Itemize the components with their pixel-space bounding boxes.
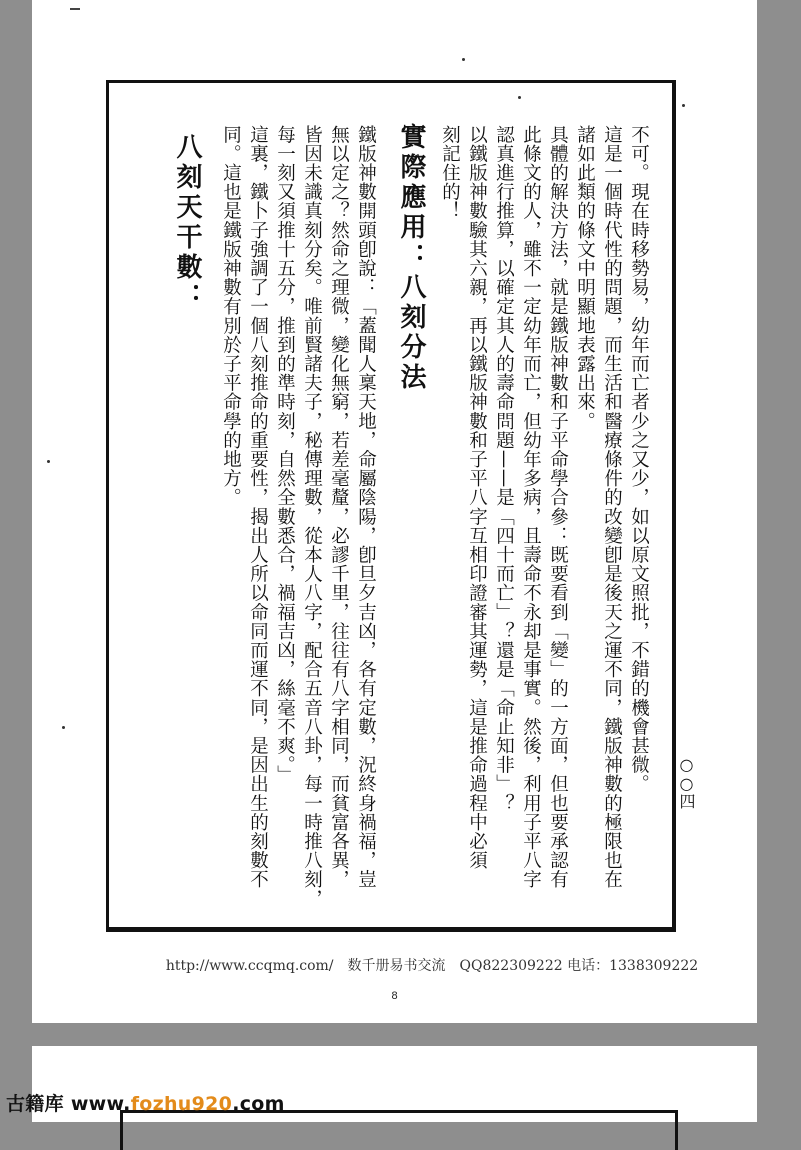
text-column-14: 同。這也是鐵版神數有別於子平命學的地方。 [220, 125, 242, 507]
next-page-frame [120, 1110, 678, 1150]
scan-speck [62, 726, 65, 729]
text-column-9: 鐵版神數開頭卽說：「蓋聞人稟天地，命屬陰陽，卽旦夕吉凶，各有定數，況終身禍福，豈 [355, 125, 377, 889]
text-frame [106, 80, 676, 932]
watermark-prefix: 古籍库 www. [6, 1093, 131, 1115]
section-heading-practical: 實際應用：八刻分法 [396, 123, 426, 393]
text-column-12: 每一刻又須推十五分，推到的準時刻，自然全數悉合，禍福吉凶，絲毫不爽。」 [274, 125, 296, 785]
watermark-suffix: .com [232, 1093, 285, 1115]
scan-speck [682, 104, 685, 107]
text-column-5: 此條文的人，雖不一定幼年而亡，但幼年多病，且壽命不永却是事實。然後，利用子平八字 [520, 125, 542, 889]
scanned-page [32, 0, 757, 1023]
scan-mark [70, 8, 80, 10]
pdf-page-number: 8 [391, 990, 398, 1002]
page-number-vertical: ○○四 [677, 755, 696, 809]
text-column-7: 以鐵版神數驗其六親，再以鐵版神數和子平八字互相印證審其運勢，這是推命過程中必須 [466, 125, 488, 870]
text-column-8: 刻記住的！ [439, 125, 461, 221]
text-column-10: 無以定之？然命之理微，變化無窮，若差毫釐，必謬千里，往往有八字相同，而貧富各異， [328, 125, 350, 889]
text-column-2: 這是一個時代性的問題，而生活和醫療條件的改變卽是後天之運不同，鐵版神數的極限也在 [601, 125, 623, 889]
watermark-accent: fozhu920 [130, 1093, 233, 1115]
source-footer: http://www.ccqmq.com/ 数千册易书交流 QQ822309222 电话：1338309222 [165, 958, 699, 974]
text-column-4: 具體的解決方法，就是鐵版神數和子平命學合參：既要看到「變」的一方面，但也要承認有 [547, 125, 569, 889]
text-column-11: 皆因未識真刻分矣。唯前賢諸夫子，秘傳理數，從本人八字，配合五音八卦，每一時推八刻， [301, 125, 323, 909]
site-watermark [6, 1089, 285, 1116]
text-column-13: 這裏，鐵卜子強調了一個八刻推命的重要性，揭出人所以命同而運不同，是因出生的刻數不 [247, 125, 269, 889]
section-heading-eight-ke: 八刻天干數： [172, 133, 202, 313]
scan-speck [518, 96, 521, 99]
text-column-3: 諸如此類的條文中明顯地表露出來。 [574, 125, 596, 431]
text-column-6: 認真進行推算，以確定其人的壽命問題——是「四十而亡」？還是「命止知非」？ [493, 125, 515, 813]
scan-speck [462, 58, 465, 61]
scan-speck [47, 460, 50, 463]
text-column-1: 不可。現在時移勢易，幼年而亡者少之又少，如以原文照批，不錯的機會甚微。 [628, 125, 650, 794]
